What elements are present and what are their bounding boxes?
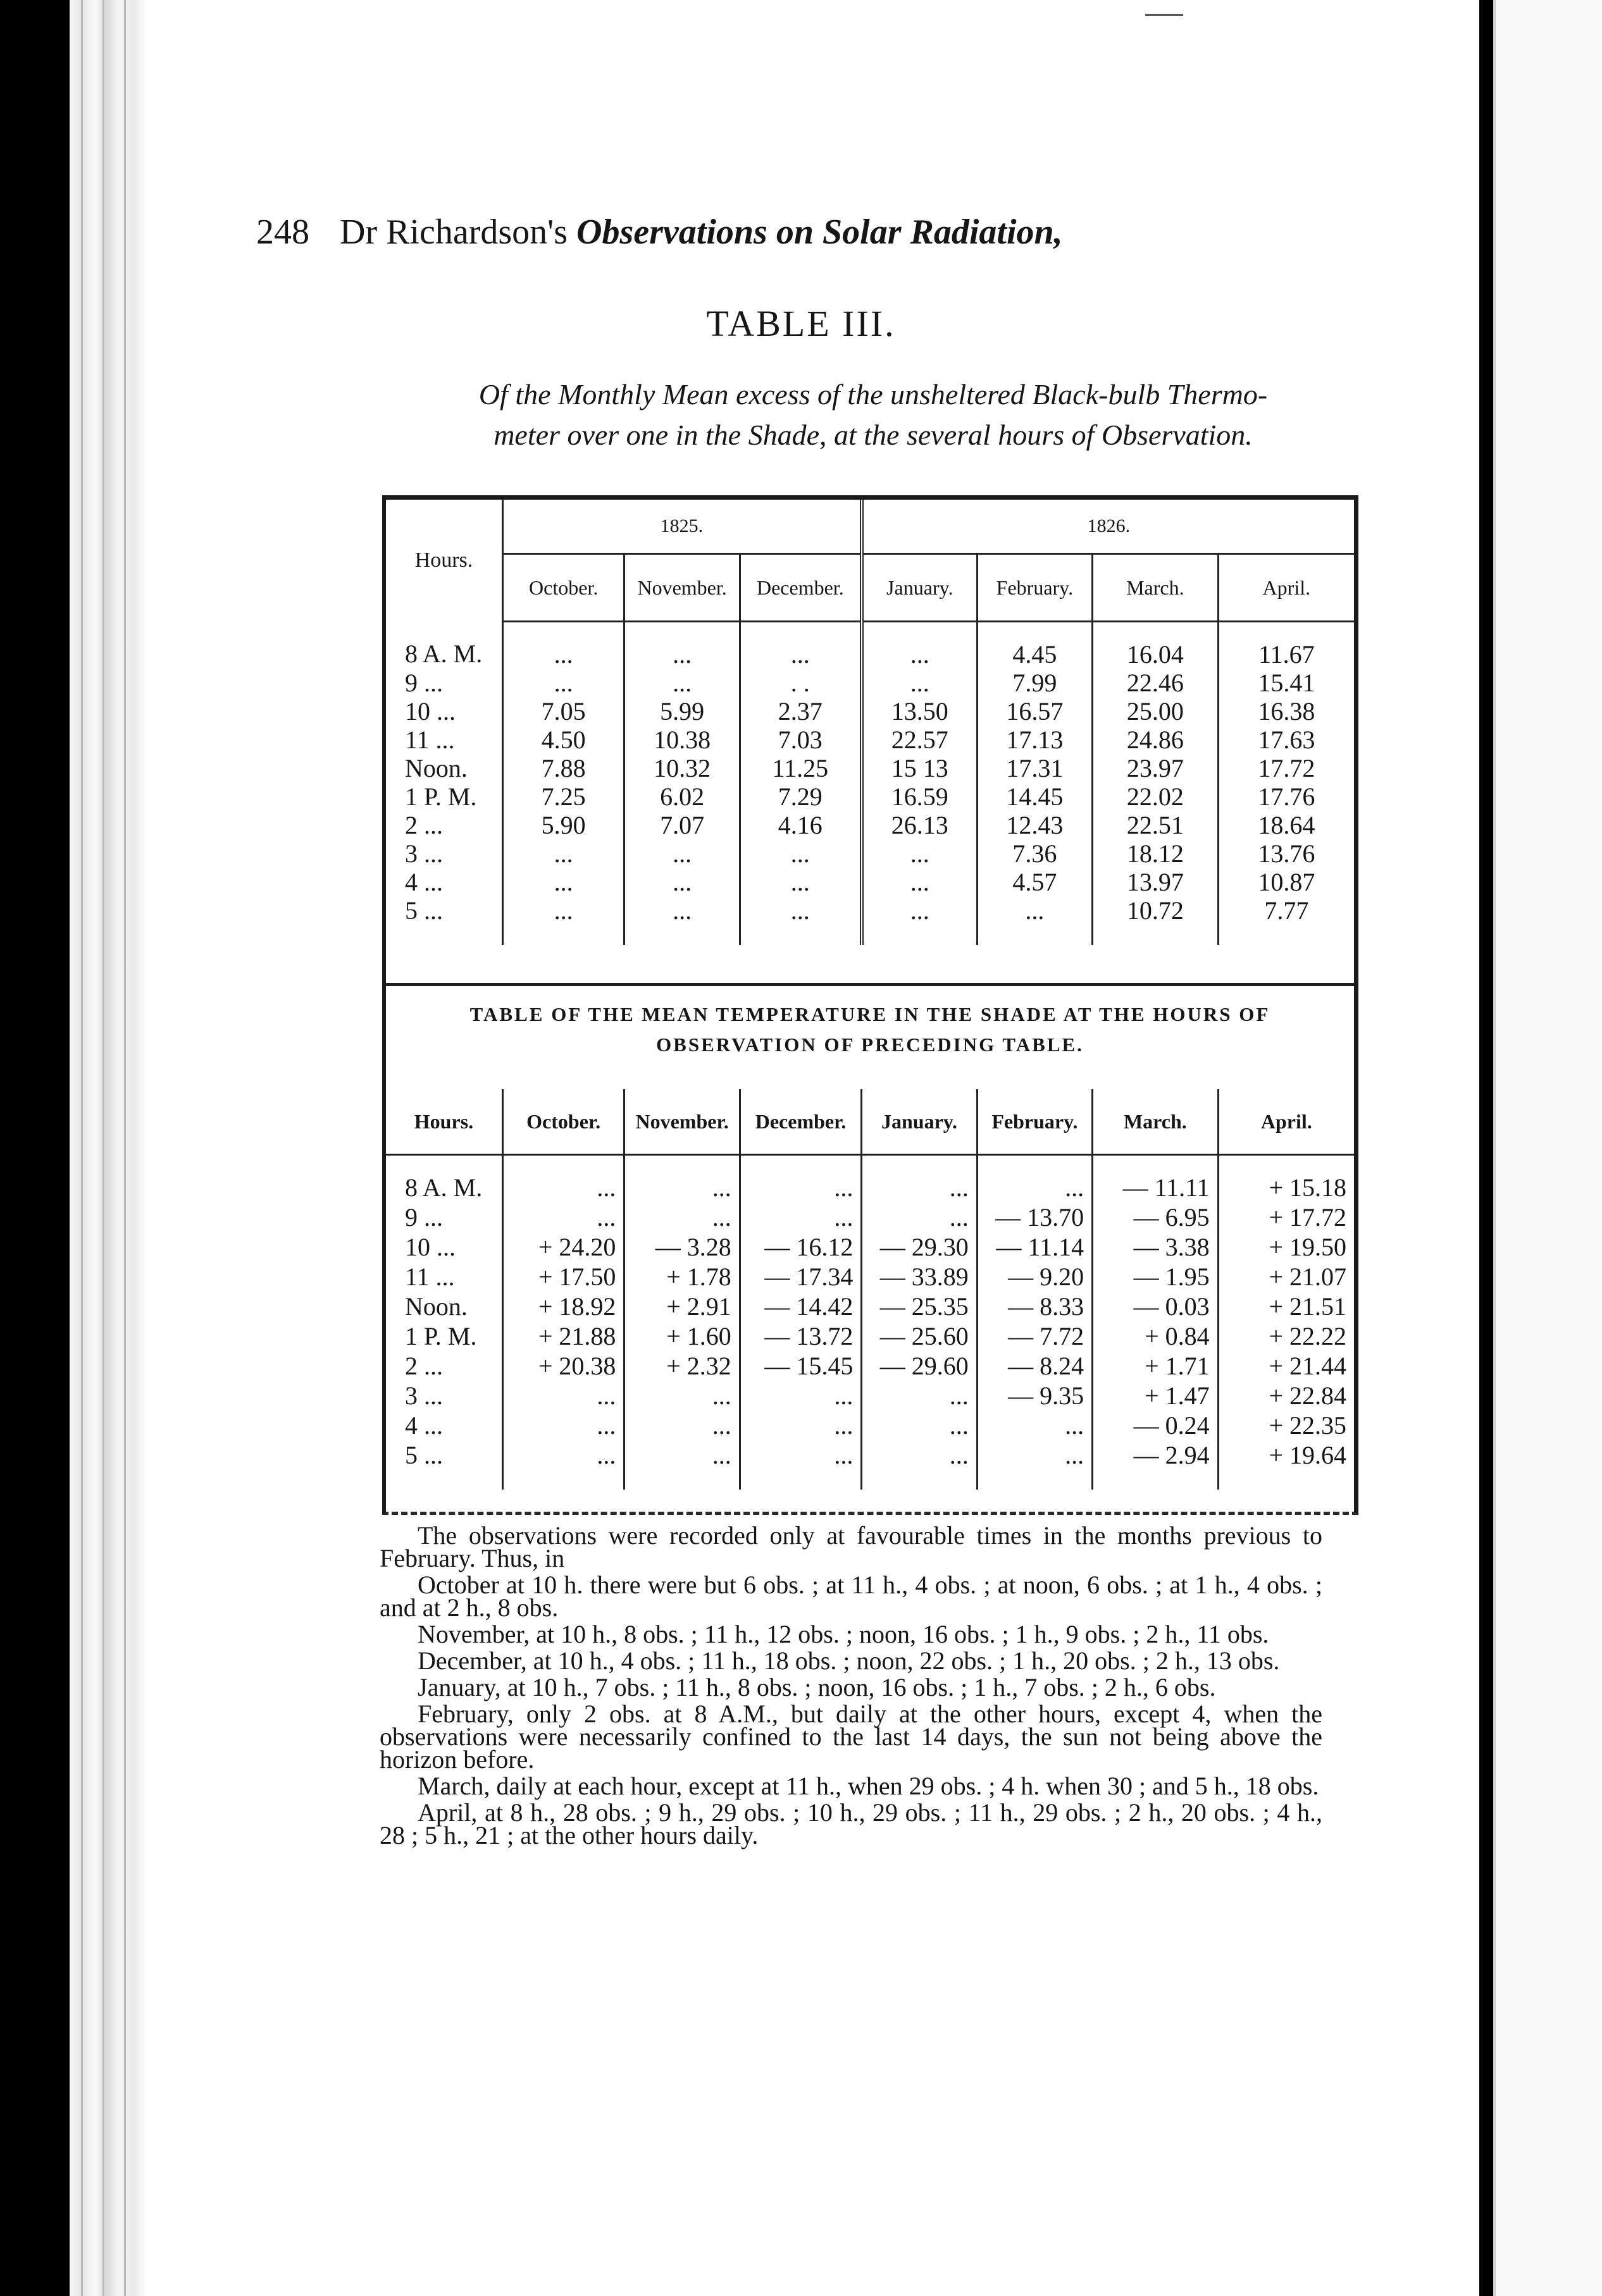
value-cell: 10.72: [1093, 896, 1219, 945]
value-cell: 13.76: [1258, 839, 1315, 868]
hour-cell: 1 P. M.: [386, 782, 502, 811]
value-cell: ...: [624, 1381, 740, 1410]
value-cell: + 1.71: [1093, 1351, 1219, 1381]
value-cell: — 29.30: [862, 1232, 977, 1262]
caption-line: Of the Monthly Mean excess of the unsheltered Black-bulb Thermo-: [478, 378, 1268, 410]
value-cell: + 22.84: [1269, 1381, 1346, 1410]
table-row: [386, 697, 1354, 725]
value-cell: ...: [502, 622, 624, 669]
value-cell: 25.00: [1093, 697, 1219, 725]
value-cell: 16.38: [1258, 697, 1315, 725]
value-cell: — 9.35: [977, 1381, 1092, 1410]
table-row: [386, 1351, 1354, 1381]
page-number: 248: [256, 213, 309, 252]
mean-table-title-line: OBSERVATION OF PRECEDING TABLE.: [656, 1034, 1084, 1056]
value-cell: + 1.60: [624, 1321, 740, 1351]
hours-column-header: Hours.: [386, 1089, 502, 1155]
value-cell: ...: [740, 896, 862, 945]
value-cell: 13.97: [1093, 868, 1219, 896]
footnote-paragraph: January, at 10 h., 7 obs. ; 11 h., 8 obs. ; noon, 16 obs. ; 1 h., 7 obs. ; 2 h., 6 obs.: [418, 1673, 1216, 1701]
value-cell: — 17.34: [740, 1262, 862, 1292]
value-cell: 16.04: [1093, 622, 1219, 669]
table-title: TABLE III.: [706, 303, 896, 344]
value-cell: 16.57: [977, 697, 1092, 725]
value-cell: ...: [624, 622, 740, 669]
table-row: [386, 839, 1354, 868]
month-header: October.: [502, 554, 624, 622]
value-cell: — 3.28: [624, 1232, 740, 1262]
value-cell: ...: [977, 1440, 1092, 1490]
value-cell: ...: [977, 896, 1092, 945]
value-cell: 16.59: [862, 782, 977, 811]
value-cell: 22.02: [1093, 782, 1219, 811]
table-row: [386, 1292, 1354, 1321]
value-cell: 7.88: [502, 754, 624, 782]
value-cell: ...: [502, 669, 624, 697]
table-divider: [386, 983, 1354, 986]
hour-cell: 9 ...: [386, 669, 502, 697]
hour-cell: 10 ...: [386, 697, 502, 725]
value-cell: + 19.50: [1269, 1233, 1346, 1261]
value-cell: 15 13: [862, 754, 977, 782]
value-cell: 4.45: [977, 622, 1092, 669]
value-cell: + 17.50: [502, 1262, 624, 1292]
value-cell: ...: [502, 868, 624, 896]
value-cell: ...: [862, 1202, 977, 1232]
value-cell: 2.37: [740, 697, 862, 725]
value-cell: . .: [740, 669, 862, 697]
footnote-paragraph: December, at 10 h., 4 obs. ; 11 h., 18 obs. ; noon, 22 obs. ; 1 h., 20 obs. ; 2 h., 13 obs.: [418, 1646, 1280, 1675]
value-cell: + 19.64: [1269, 1441, 1346, 1469]
hour-cell: Noon.: [386, 754, 502, 782]
table-row: [386, 754, 1354, 782]
value-cell: ...: [977, 1410, 1092, 1440]
value-cell: ...: [502, 839, 624, 868]
value-cell: + 20.38: [502, 1351, 624, 1381]
footnote-paragraph: April, at 8 h., 28 obs. ; 9 h., 29 obs. ; 10 h., 29 obs. ; 11 h., 29 obs. ; 2 h., 20 obs. ; 4 h., 28 ; 5 h., 21 ; at the other hours daily.: [380, 1798, 1322, 1849]
footnote-paragraph: March, daily at each hour, except at 11 h., when 29 obs. ; 4 h. when 30 ; and 5 h., 18 obs.: [418, 1772, 1319, 1800]
month-header: March.: [1093, 1089, 1219, 1155]
value-cell: — 29.60: [862, 1351, 977, 1381]
table-row: [386, 1202, 1354, 1232]
value-cell: — 13.72: [740, 1321, 862, 1351]
table-row: [386, 1262, 1354, 1292]
month-header: March.: [1093, 554, 1219, 622]
table-caption: [392, 374, 1354, 455]
table-box: [382, 495, 1358, 1515]
value-cell: ...: [862, 868, 977, 896]
hour-cell: Noon.: [386, 1292, 502, 1321]
month-header: December.: [740, 554, 862, 622]
value-cell: — 14.42: [740, 1292, 862, 1321]
value-cell: ...: [624, 1155, 740, 1203]
value-cell: — 1.95: [1093, 1262, 1219, 1292]
value-cell: 26.13: [862, 811, 977, 839]
value-cell: — 8.33: [977, 1292, 1092, 1321]
hour-cell: 11 ...: [386, 725, 502, 754]
value-cell: ...: [624, 669, 740, 697]
month-header: November.: [624, 1089, 740, 1155]
value-cell: ...: [862, 1410, 977, 1440]
value-cell: ...: [862, 839, 977, 868]
value-cell: 7.03: [740, 725, 862, 754]
value-cell: + 2.91: [624, 1292, 740, 1321]
value-cell: ...: [862, 669, 977, 697]
value-cell: 6.02: [624, 782, 740, 811]
hour-cell: 5 ...: [386, 1440, 502, 1490]
value-cell: 22.57: [862, 725, 977, 754]
value-cell: — 33.89: [862, 1262, 977, 1292]
value-cell: ...: [502, 1410, 624, 1440]
month-header: December.: [740, 1089, 862, 1155]
excess-table: [386, 500, 1354, 945]
table-row: [386, 725, 1354, 754]
value-cell: — 25.60: [862, 1321, 977, 1351]
table-row: [386, 811, 1354, 839]
table-row: [386, 1440, 1354, 1490]
table-row: [386, 1232, 1354, 1262]
value-cell: ...: [624, 1440, 740, 1490]
value-cell: — 25.35: [862, 1292, 977, 1321]
value-cell: — 6.95: [1093, 1202, 1219, 1232]
value-cell: ...: [624, 896, 740, 945]
footnotes: [380, 1521, 1322, 1849]
header-title: Observations on Solar Radiation,: [576, 213, 1063, 252]
value-cell: ...: [502, 1381, 624, 1410]
header-author: Dr Richardson's: [340, 213, 568, 252]
caption-line: meter over one in the Shade, at the several hours of Observation.: [494, 419, 1253, 451]
value-cell: 17.63: [1258, 725, 1315, 754]
value-cell: 7.77: [1264, 896, 1309, 925]
value-cell: 22.46: [1093, 669, 1219, 697]
value-cell: + 17.72: [1269, 1203, 1346, 1231]
value-cell: + 15.18: [1269, 1173, 1346, 1202]
value-cell: — 9.20: [977, 1262, 1092, 1292]
table-row: [386, 1381, 1354, 1410]
value-cell: ...: [502, 1202, 624, 1232]
value-cell: — 16.12: [740, 1232, 862, 1262]
value-cell: ...: [740, 868, 862, 896]
value-cell: ...: [862, 1381, 977, 1410]
mean-table-title: [386, 999, 1354, 1060]
value-cell: — 7.72: [977, 1321, 1092, 1351]
table-row: [386, 1155, 1354, 1203]
value-cell: + 22.35: [1269, 1411, 1346, 1440]
value-cell: 7.05: [502, 697, 624, 725]
value-cell: — 2.94: [1093, 1440, 1219, 1490]
month-header: February.: [977, 1089, 1092, 1155]
value-cell: ...: [502, 1155, 624, 1203]
value-cell: ...: [624, 1202, 740, 1232]
value-cell: + 21.07: [1269, 1262, 1346, 1291]
value-cell: 23.97: [1093, 754, 1219, 782]
value-cell: ...: [740, 1381, 862, 1410]
value-cell: 10.87: [1258, 868, 1315, 896]
table-row: [386, 622, 1354, 669]
value-cell: — 0.24: [1093, 1410, 1219, 1440]
table-row: [386, 1321, 1354, 1351]
value-cell: — 8.24: [977, 1351, 1092, 1381]
value-cell: 11.67: [1258, 640, 1315, 669]
month-header: January.: [862, 554, 977, 622]
value-cell: + 21.88: [502, 1321, 624, 1351]
value-cell: + 21.44: [1269, 1352, 1346, 1380]
value-cell: ...: [862, 1155, 977, 1203]
value-cell: + 22.22: [1269, 1322, 1346, 1350]
value-cell: 17.13: [977, 725, 1092, 754]
value-cell: + 24.20: [502, 1232, 624, 1262]
value-cell: + 18.92: [502, 1292, 624, 1321]
footnote-paragraph: November, at 10 h., 8 obs. ; 11 h., 12 obs. ; noon, 16 obs. ; 1 h., 9 obs. ; 2 h., 11 obs.: [418, 1620, 1269, 1648]
value-cell: 7.36: [977, 839, 1092, 868]
value-cell: ...: [624, 839, 740, 868]
table-row: [386, 868, 1354, 896]
hour-cell: 9 ...: [386, 1202, 502, 1232]
mean-table-title-line: TABLE OF THE MEAN TEMPERATURE IN THE SHADE AT THE HOURS OF: [469, 1003, 1270, 1025]
value-cell: ...: [740, 1440, 862, 1490]
year-header: 1825.: [502, 500, 861, 554]
value-cell: — 11.11: [1093, 1155, 1219, 1203]
value-cell: ...: [740, 839, 862, 868]
value-cell: ...: [502, 1440, 624, 1490]
month-header: April.: [1218, 1089, 1354, 1155]
value-cell: 10.32: [624, 754, 740, 782]
value-cell: ...: [977, 1155, 1092, 1203]
value-cell: 17.72: [1258, 754, 1315, 782]
value-cell: 17.76: [1258, 782, 1315, 811]
value-cell: 7.99: [977, 669, 1092, 697]
value-cell: 7.07: [624, 811, 740, 839]
value-cell: ...: [740, 1410, 862, 1440]
hour-cell: 5 ...: [386, 896, 502, 945]
value-cell: 24.86: [1093, 725, 1219, 754]
value-cell: ...: [862, 896, 977, 945]
mean-temperature-table: [386, 1089, 1354, 1490]
hours-column-header: Hours.: [386, 500, 502, 622]
footnote-paragraph: October at 10 h. there were but 6 obs. ; at 11 h., 4 obs. ; at noon, 6 obs. ; at 1 h., 4 obs. ; and at 2 h., 8 obs.: [380, 1571, 1322, 1622]
scan-artifact: [1145, 0, 1183, 16]
value-cell: — 13.70: [977, 1202, 1092, 1232]
table-row: [386, 782, 1354, 811]
value-cell: + 21.51: [1269, 1292, 1346, 1321]
value-cell: + 1.47: [1093, 1381, 1219, 1410]
hour-cell: 10 ...: [386, 1232, 502, 1262]
value-cell: 5.99: [624, 697, 740, 725]
value-cell: 7.29: [740, 782, 862, 811]
value-cell: 4.16: [740, 811, 862, 839]
value-cell: 4.57: [977, 868, 1092, 896]
value-cell: ...: [740, 622, 862, 669]
value-cell: 15.41: [1258, 669, 1315, 697]
value-cell: ...: [740, 1155, 862, 1203]
footnote-paragraph: The observations were recorded only at favourable times in the months previous to February. Thus, in: [380, 1521, 1322, 1572]
value-cell: ...: [502, 896, 624, 945]
value-cell: + 1.78: [624, 1262, 740, 1292]
value-cell: 12.43: [977, 811, 1092, 839]
month-header: January.: [862, 1089, 977, 1155]
table-row: [386, 896, 1354, 945]
value-cell: + 2.32: [624, 1351, 740, 1381]
value-cell: — 15.45: [740, 1351, 862, 1381]
value-cell: + 0.84: [1093, 1321, 1219, 1351]
hour-cell: 3 ...: [386, 839, 502, 868]
value-cell: 5.90: [502, 811, 624, 839]
year-header: 1826.: [862, 500, 1354, 554]
value-cell: — 3.38: [1093, 1232, 1219, 1262]
hour-cell: 8 A. M.: [386, 622, 502, 669]
month-header: October.: [502, 1089, 624, 1155]
month-header: April.: [1218, 554, 1354, 622]
value-cell: ...: [740, 1202, 862, 1232]
month-header: November.: [624, 554, 740, 622]
hour-cell: 3 ...: [386, 1381, 502, 1410]
value-cell: 17.31: [977, 754, 1092, 782]
running-header: [256, 212, 1332, 252]
hour-cell: 2 ...: [386, 1351, 502, 1381]
value-cell: 22.51: [1093, 811, 1219, 839]
value-cell: ...: [624, 1410, 740, 1440]
value-cell: 14.45: [977, 782, 1092, 811]
hour-cell: 11 ...: [386, 1262, 502, 1292]
hour-cell: 8 A. M.: [386, 1155, 502, 1203]
value-cell: — 11.14: [977, 1232, 1092, 1262]
value-cell: 13.50: [862, 697, 977, 725]
hour-cell: 4 ...: [386, 1410, 502, 1440]
table-row: [386, 1410, 1354, 1440]
hour-cell: 4 ...: [386, 868, 502, 896]
value-cell: 4.50: [502, 725, 624, 754]
value-cell: ...: [862, 622, 977, 669]
value-cell: 18.12: [1093, 839, 1219, 868]
value-cell: 18.64: [1258, 811, 1315, 839]
value-cell: 7.25: [502, 782, 624, 811]
hour-cell: 2 ...: [386, 811, 502, 839]
value-cell: 10.38: [624, 725, 740, 754]
table-row: [386, 669, 1354, 697]
value-cell: 11.25: [740, 754, 862, 782]
hour-cell: 1 P. M.: [386, 1321, 502, 1351]
value-cell: ...: [862, 1440, 977, 1490]
footnote-paragraph: February, only 2 obs. at 8 A.M., but daily at the other hours, except 4, when the observations were necessarily confined to the last 14 days, the sun not being above the horizon before.: [380, 1700, 1322, 1774]
value-cell: ...: [624, 868, 740, 896]
month-header: February.: [977, 554, 1092, 622]
value-cell: — 0.03: [1093, 1292, 1219, 1321]
